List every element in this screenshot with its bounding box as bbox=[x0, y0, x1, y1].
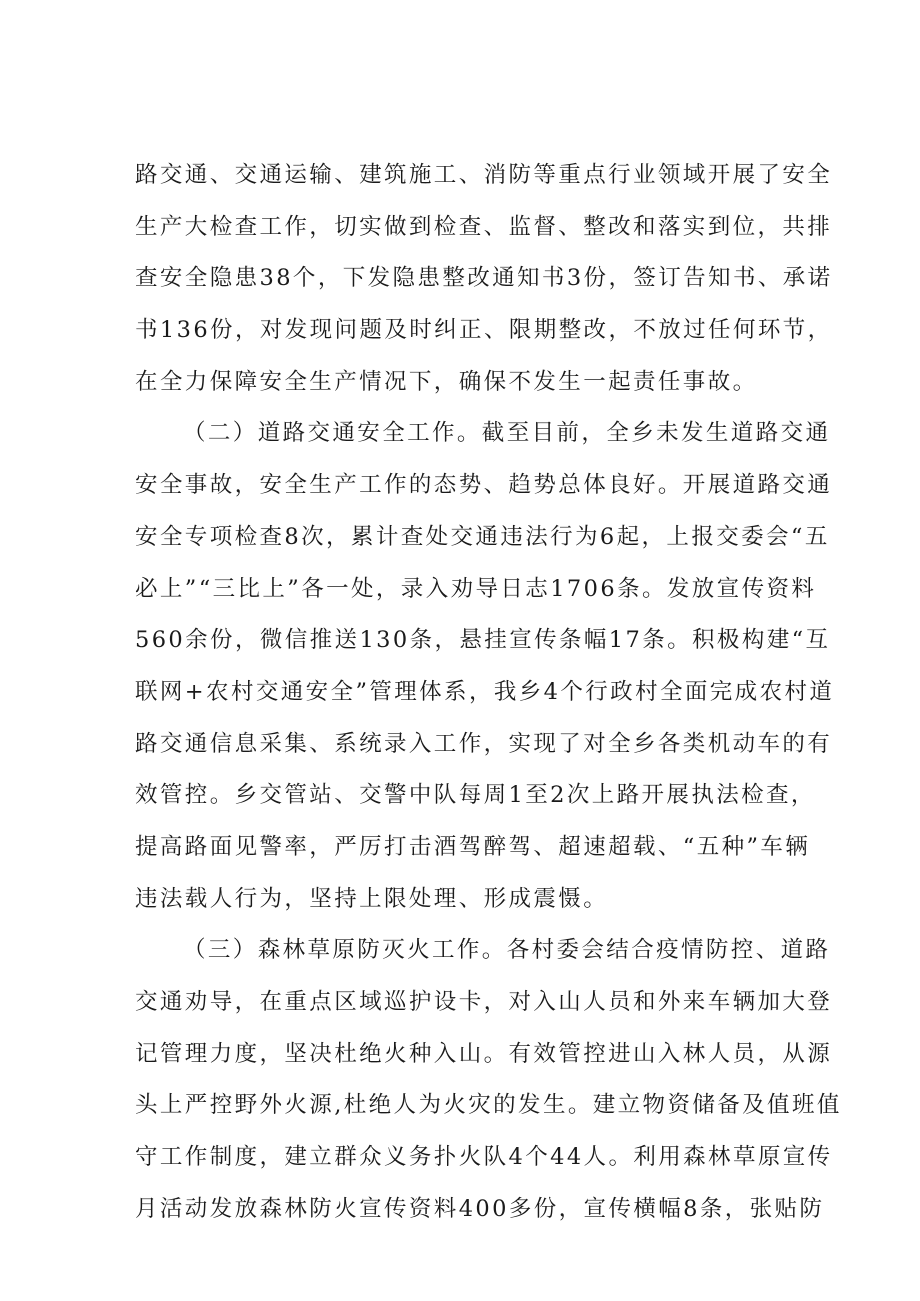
text-line: 书136份，对发现问题及时纠正、限期整改，不放过任何环节， bbox=[135, 317, 833, 344]
text-line: 必上”“三比上”各一处，录入劝导日志1706条。发放宣传资料 bbox=[135, 575, 817, 602]
paragraph-road-traffic-safety bbox=[135, 408, 835, 925]
text-line: 安全专项检查8次，累计查处交通违法行为6起，上报交委会“五 bbox=[135, 523, 830, 550]
paragraph-continuation bbox=[135, 150, 833, 408]
text-line: 效管控。乡交管站、交警中队每周1至2次上路开展执法检查， bbox=[135, 782, 816, 809]
text-line: 生产大检查工作，切实做到检查、监督、整改和落实到位，共排 bbox=[135, 213, 833, 240]
text-line: 提高路面见警率，严厉打击酒驾醉驾、超速超载、“五种”车辆 bbox=[135, 833, 811, 860]
text-line: 月活动发放森林防火宣传资料400多份，宣传横幅8条，张贴防 bbox=[135, 1195, 825, 1222]
text-line: 联网+农村交通安全”管理体系，我乡4个行政村全面完成农村道 bbox=[135, 678, 835, 705]
body-text bbox=[135, 150, 842, 1235]
paragraph-heading-line: （二）道路交通安全工作。截至目前，全乡未发生道路交通 bbox=[183, 420, 831, 447]
paragraph-heading-line: （三）森林草原防灭火工作。各村委会结合疫情防控、道路 bbox=[183, 937, 831, 964]
text-line: 在全力保障安全生产情况下，确保不发生一起责任事故。 bbox=[135, 368, 758, 395]
text-line: 违法载人行为，坚持上限处理、形成震慑。 bbox=[135, 885, 609, 912]
text-line: 安全事故，安全生产工作的态势、趋势总体良好。开展道路交通 bbox=[135, 472, 833, 499]
text-line: 守工作制度，建立群众义务扑火队4个44人。利用森林草原宣传 bbox=[135, 1144, 833, 1171]
text-line: 路交通、交通运输、建筑施工、消防等重点行业领域开展了安全 bbox=[135, 162, 833, 188]
text-line: 路交通信息采集、系统录入工作，实现了对全乡各类机动车的有 bbox=[135, 730, 833, 757]
text-line: 查安全隐患38个，下发隐患整改通知书3份，签订告知书、承诺 bbox=[135, 265, 833, 292]
paragraph-forest-fire-prevention bbox=[135, 925, 842, 1235]
text-line: 560余份，微信推送130条，悬挂宣传条幅17条。积极构建“互 bbox=[135, 627, 831, 654]
text-line: 头上严控野外火源,杜绝人为火灾的发生。建立物资储备及值班值 bbox=[135, 1092, 842, 1119]
text-line: 交通劝导，在重点区域巡护设卡，对入山人员和外来车辆加大登 bbox=[135, 989, 833, 1015]
text-line: 记管理力度，坚决杜绝火种入山。有效管控进山入林人员，从源 bbox=[135, 1040, 833, 1067]
